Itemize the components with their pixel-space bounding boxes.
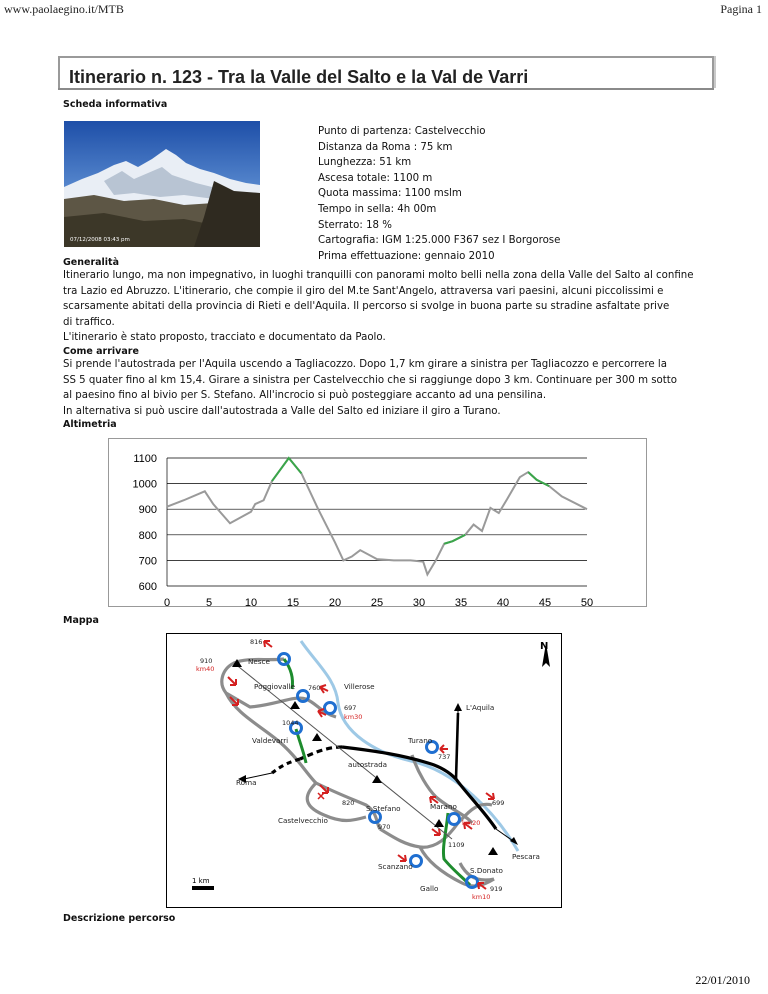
svg-text:N: N bbox=[540, 641, 549, 652]
section-generalita-heading: Generalità bbox=[63, 257, 120, 268]
section-come-arrivare-heading: Come arrivare bbox=[63, 346, 139, 357]
y-tick-label: 800 bbox=[138, 529, 157, 542]
height-737: 737 bbox=[438, 753, 451, 761]
title-box bbox=[58, 56, 714, 88]
y-tick-label: 700 bbox=[138, 555, 157, 568]
svg-text:1 km: 1 km bbox=[192, 877, 210, 885]
label-nesce: Nesce bbox=[248, 657, 270, 666]
label-castelvecchio: Castelvecchio bbox=[278, 816, 328, 825]
dirt-segment bbox=[444, 535, 465, 544]
height-699: 699 bbox=[492, 799, 505, 807]
dirt-segment bbox=[528, 472, 549, 486]
elevation-chart-frame bbox=[108, 438, 647, 607]
height-760: 760 bbox=[308, 684, 321, 692]
section-descrizione-heading: Descrizione percorso bbox=[63, 913, 176, 924]
generalita-line: scarsamente abitati della provincia di Rieti e dell'Aquila. Il percorso si svolge in buona parte su stradine asfaltate prive bbox=[63, 301, 670, 312]
height-1109: 1109 bbox=[448, 841, 465, 849]
landscape-photo bbox=[64, 121, 260, 247]
label-poggiovalle: Poggiovalle bbox=[254, 682, 296, 691]
generalita-line: tra Lazio ed Abruzzo. L'itinerario, che compie il giro del M.te Sant'Angelo, attraversa vari paesini, alcuni piccolissimi e bbox=[63, 285, 664, 297]
header-page-number: Pagina 1 bbox=[720, 2, 762, 16]
height-697: 697 bbox=[344, 704, 357, 712]
x-tick-label: 40 bbox=[496, 597, 510, 606]
info-list bbox=[318, 124, 560, 264]
info-ascent: Ascesa totale: 1100 m bbox=[318, 172, 433, 184]
header-url: www.paolaegino.it/MTB bbox=[4, 2, 124, 16]
info-dirt: Sterrato: 18 % bbox=[318, 219, 392, 231]
label-autostrada: autostrada bbox=[348, 760, 388, 769]
label-valdevarri: Valdevarri bbox=[252, 736, 289, 745]
generalita-line: Itinerario lungo, ma non impegnativo, in luoghi tranquilli con panorami molto belli nella zona della Valle del Salto al confine bbox=[63, 270, 694, 281]
footer-date: 22/01/2010 bbox=[695, 973, 750, 987]
y-tick-label: 1100 bbox=[133, 453, 157, 465]
x-tick-label: 20 bbox=[328, 597, 342, 606]
photo-timestamp: 07/12/2008 03:43 pm bbox=[70, 237, 130, 243]
x-tick-label: 5 bbox=[205, 597, 213, 606]
title-rule bbox=[58, 88, 714, 90]
generalita-text bbox=[63, 268, 703, 346]
label-turano: Turano bbox=[408, 736, 433, 745]
come-arrivare-text bbox=[63, 357, 703, 419]
section-altimetria-heading: Altimetria bbox=[63, 419, 117, 430]
info-time: Tempo in sella: 4h 00m bbox=[318, 203, 437, 215]
info-max-altitude: Quota massima: 1100 mslm bbox=[318, 188, 462, 200]
x-tick-label: 50 bbox=[580, 597, 594, 606]
y-tick-label: 1000 bbox=[132, 478, 157, 491]
km-30-label: km30 bbox=[344, 713, 363, 721]
label-scanzano: Scanzano bbox=[378, 862, 413, 871]
info-first-ride: Prima effettuazione: gennaio 2010 bbox=[318, 250, 495, 262]
come-arrivare-line: al paesino fino al bivio per S. Stefano. All'incrocio si può posteggiare accanto ad una pensilina. bbox=[63, 390, 547, 401]
height-1044: 1044 bbox=[282, 719, 299, 727]
label-roma: Roma bbox=[236, 778, 257, 787]
height-910: 910 bbox=[200, 657, 213, 665]
info-distance: Distanza da Roma : 75 km bbox=[318, 141, 453, 153]
dirt-segment bbox=[272, 458, 301, 481]
come-arrivare-line: Si prende l'autostrada per l'Aquila uscendo a Tagliacozzo. Dopo 1,7 km girare a sinistra per Tagliacozzo e percorrere la bbox=[63, 359, 667, 370]
height-970: 970 bbox=[378, 823, 391, 831]
x-tick-label: 10 bbox=[244, 597, 258, 606]
section-mappa-heading: Mappa bbox=[63, 615, 99, 626]
generalita-line: L'itinerario è stato proposto, tracciato e documentato da Paolo. bbox=[63, 332, 386, 343]
label-sdonato: S.Donato bbox=[470, 866, 503, 875]
route-map bbox=[166, 633, 562, 908]
label-villerose: Villerose bbox=[344, 682, 375, 691]
x-tick-label: 15 bbox=[286, 597, 300, 606]
come-arrivare-line: In alternativa si può uscire dall'autostrada a Valle del Salto ed iniziare il giro a Turano. bbox=[63, 405, 501, 417]
info-start: Punto di partenza: Castelvecchio bbox=[318, 126, 486, 137]
x-tick-label: 35 bbox=[454, 597, 468, 606]
label-sstefano: S.Stefano bbox=[366, 804, 401, 813]
come-arrivare-line: SS 5 quater fino al km 15,4. Girare a sinistra per Castelvecchio che si raggiunge dopo 3 km. Continuare per 300 m sotto bbox=[63, 374, 678, 386]
label-marano: Marano bbox=[430, 802, 457, 811]
label-gallo: Gallo bbox=[420, 884, 439, 893]
x-tick-label: 45 bbox=[538, 597, 552, 606]
km-10-label: km10 bbox=[472, 893, 491, 901]
km-40-label: km40 bbox=[196, 665, 215, 673]
height-919: 919 bbox=[490, 885, 503, 893]
info-cartography: Cartografia: IGM 1:25.000 F367 sez I Borgorose bbox=[318, 235, 561, 247]
height-820: 820 bbox=[342, 799, 355, 807]
elevation-chart bbox=[109, 439, 646, 606]
y-tick-label: 900 bbox=[138, 504, 157, 517]
generalita-line: di traffico. bbox=[63, 316, 115, 328]
page-title: Itinerario n. 123 - Tra la Valle del Salto e la Val de Varri bbox=[69, 67, 529, 87]
elevation-line bbox=[167, 458, 587, 574]
x-tick-label: 25 bbox=[370, 597, 384, 606]
y-tick-label: 600 bbox=[138, 581, 157, 593]
x-tick-label: 0 bbox=[163, 597, 171, 606]
height-816: 816 bbox=[250, 638, 263, 646]
info-length: Lunghezza: 51 km bbox=[318, 157, 412, 169]
section-scheda-heading: Scheda informativa bbox=[63, 99, 168, 110]
x-tick-label: 30 bbox=[412, 597, 426, 606]
label-pescara: Pescara bbox=[512, 852, 540, 861]
label-laquila: L'Aquila bbox=[466, 703, 495, 712]
km-20-label: km20 bbox=[462, 819, 481, 827]
